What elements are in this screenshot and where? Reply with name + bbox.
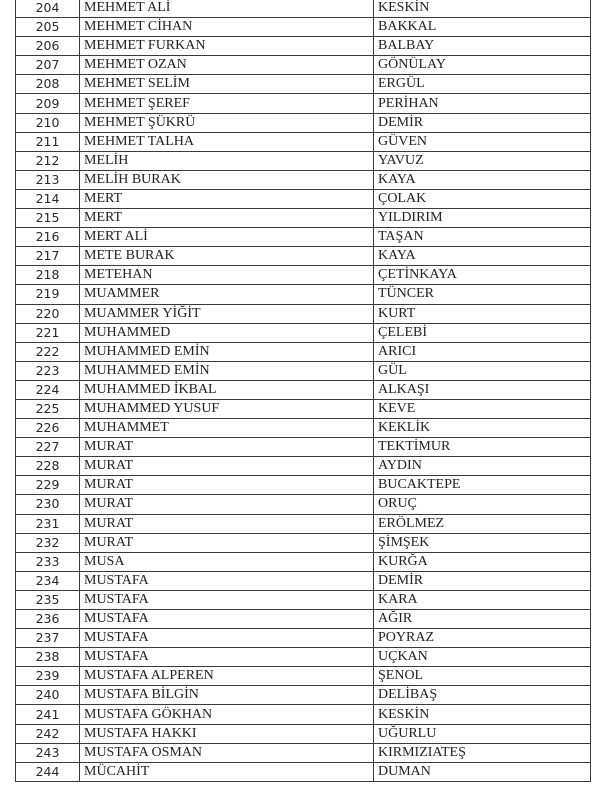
table-row: [16, 266, 591, 285]
first-name-cell: MUHAMMED: [80, 323, 374, 342]
table-row: [16, 189, 591, 208]
table-row: [16, 476, 591, 495]
first-name-cell: MUAMMER: [80, 285, 374, 304]
first-name-cell: MUSTAFA: [80, 590, 374, 609]
first-name-cell: MEHMET ŞÜKRÜ: [80, 113, 374, 132]
referee-list-body: [16, 0, 591, 781]
row-number: 226: [16, 419, 80, 438]
row-number: 232: [16, 533, 80, 552]
last-name-cell: KURT: [374, 304, 591, 323]
table-row: [16, 705, 591, 724]
row-number: 218: [16, 266, 80, 285]
table-row: [16, 629, 591, 648]
first-name-cell: MÜCAHİT: [80, 762, 374, 781]
table-row: [16, 743, 591, 762]
last-name-cell: AYDIN: [374, 457, 591, 476]
table-row: [16, 514, 591, 533]
last-name-cell: TEKTİMUR: [374, 438, 591, 457]
row-number: 220: [16, 304, 80, 323]
last-name-cell: KIRMIZIATEŞ: [374, 743, 591, 762]
first-name-cell: MEHMET ALİ: [80, 0, 374, 18]
first-name-cell: MUSTAFA: [80, 610, 374, 629]
last-name-cell: KEKLİK: [374, 419, 591, 438]
row-number: 213: [16, 170, 80, 189]
first-name-cell: MUSTAFA HAKKI: [80, 724, 374, 743]
last-name-cell: KESKİN: [374, 0, 591, 18]
first-name-cell: MURAT: [80, 438, 374, 457]
table-row: [16, 380, 591, 399]
first-name-cell: MUHAMMET: [80, 419, 374, 438]
last-name-cell: PERİHAN: [374, 94, 591, 113]
table-row: [16, 399, 591, 418]
table-row: [16, 247, 591, 266]
first-name-cell: MUSTAFA: [80, 648, 374, 667]
last-name-cell: ORUÇ: [374, 495, 591, 514]
row-number: 204: [16, 0, 80, 18]
first-name-cell: MUHAMMED YUSUF: [80, 399, 374, 418]
row-number: 222: [16, 342, 80, 361]
table-row: [16, 648, 591, 667]
table-row: [16, 438, 591, 457]
row-number: 241: [16, 705, 80, 724]
first-name-cell: MERT: [80, 189, 374, 208]
first-name-cell: MELİH: [80, 151, 374, 170]
first-name-cell: MUHAMMED EMİN: [80, 342, 374, 361]
table-row: [16, 132, 591, 151]
table-row: [16, 209, 591, 228]
last-name-cell: DUMAN: [374, 762, 591, 781]
last-name-cell: ŞİMŞEK: [374, 533, 591, 552]
last-name-cell: KARA: [374, 590, 591, 609]
table-row: [16, 571, 591, 590]
first-name-cell: MUSTAFA ALPEREN: [80, 667, 374, 686]
row-number: 229: [16, 476, 80, 495]
table-row: [16, 533, 591, 552]
table-row: [16, 361, 591, 380]
last-name-cell: ÇETİNKAYA: [374, 266, 591, 285]
row-number: 239: [16, 667, 80, 686]
first-name-cell: MUSTAFA: [80, 571, 374, 590]
first-name-cell: MURAT: [80, 457, 374, 476]
last-name-cell: KEVE: [374, 399, 591, 418]
table-row: [16, 170, 591, 189]
last-name-cell: GÖNÜLAY: [374, 56, 591, 75]
row-number: 244: [16, 762, 80, 781]
table-row: [16, 304, 591, 323]
row-number: 219: [16, 285, 80, 304]
row-number: 207: [16, 56, 80, 75]
first-name-cell: METE BURAK: [80, 247, 374, 266]
table-row: [16, 762, 591, 781]
last-name-cell: ALKAŞI: [374, 380, 591, 399]
last-name-cell: ÇELEBİ: [374, 323, 591, 342]
last-name-cell: ŞENOL: [374, 667, 591, 686]
last-name-cell: KESKİN: [374, 705, 591, 724]
last-name-cell: GÜL: [374, 361, 591, 380]
table-row: [16, 151, 591, 170]
row-number: 217: [16, 247, 80, 266]
first-name-cell: MEHMET SELİM: [80, 75, 374, 94]
table-row: [16, 285, 591, 304]
last-name-cell: AĞIR: [374, 610, 591, 629]
row-number: 211: [16, 132, 80, 151]
table-row: [16, 94, 591, 113]
table-row: [16, 18, 591, 37]
row-number: 228: [16, 457, 80, 476]
row-number: 235: [16, 590, 80, 609]
first-name-cell: MUSTAFA GÖKHAN: [80, 705, 374, 724]
row-number: 209: [16, 94, 80, 113]
row-number: 225: [16, 399, 80, 418]
table-row: [16, 495, 591, 514]
row-number: 210: [16, 113, 80, 132]
row-number: 231: [16, 514, 80, 533]
last-name-cell: TAŞAN: [374, 228, 591, 247]
first-name-cell: MURAT: [80, 476, 374, 495]
last-name-cell: ERGÜL: [374, 75, 591, 94]
table-row: [16, 552, 591, 571]
last-name-cell: UÇKAN: [374, 648, 591, 667]
row-number: 205: [16, 18, 80, 37]
last-name-cell: YILDIRIM: [374, 209, 591, 228]
row-number: 237: [16, 629, 80, 648]
table-row: [16, 75, 591, 94]
row-number: 215: [16, 209, 80, 228]
row-number: 214: [16, 189, 80, 208]
table-row: [16, 56, 591, 75]
table-row: [16, 342, 591, 361]
first-name-cell: MUAMMER YİĞİT: [80, 304, 374, 323]
referee-list-table: [15, 0, 591, 782]
first-name-cell: MEHMET TALHA: [80, 132, 374, 151]
row-number: 234: [16, 571, 80, 590]
last-name-cell: DEMİR: [374, 571, 591, 590]
row-number: 243: [16, 743, 80, 762]
last-name-cell: YAVUZ: [374, 151, 591, 170]
first-name-cell: MUSTAFA OSMAN: [80, 743, 374, 762]
table-row: [16, 610, 591, 629]
first-name-cell: MEHMET CİHAN: [80, 18, 374, 37]
last-name-cell: UĞURLU: [374, 724, 591, 743]
first-name-cell: MERT: [80, 209, 374, 228]
table-row: [16, 667, 591, 686]
row-number: 223: [16, 361, 80, 380]
first-name-cell: METEHAN: [80, 266, 374, 285]
row-number: 238: [16, 648, 80, 667]
last-name-cell: KAYA: [374, 247, 591, 266]
last-name-cell: BUCAKTEPE: [374, 476, 591, 495]
table-row: [16, 419, 591, 438]
row-number: 216: [16, 228, 80, 247]
last-name-cell: GÜVEN: [374, 132, 591, 151]
first-name-cell: MURAT: [80, 514, 374, 533]
first-name-cell: MEHMET FURKAN: [80, 37, 374, 56]
last-name-cell: BALBAY: [374, 37, 591, 56]
row-number: 240: [16, 686, 80, 705]
last-name-cell: KAYA: [374, 170, 591, 189]
first-name-cell: MELİH BURAK: [80, 170, 374, 189]
last-name-cell: POYRAZ: [374, 629, 591, 648]
last-name-cell: ÇOLAK: [374, 189, 591, 208]
table-row: [16, 590, 591, 609]
first-name-cell: MURAT: [80, 495, 374, 514]
row-number: 224: [16, 380, 80, 399]
table-row: [16, 457, 591, 476]
row-number: 221: [16, 323, 80, 342]
first-name-cell: MEHMET OZAN: [80, 56, 374, 75]
first-name-cell: MUSA: [80, 552, 374, 571]
last-name-cell: BAKKAL: [374, 18, 591, 37]
table-row: [16, 37, 591, 56]
row-number: 230: [16, 495, 80, 514]
last-name-cell: KURĞA: [374, 552, 591, 571]
table-row: [16, 113, 591, 132]
first-name-cell: MERT ALİ: [80, 228, 374, 247]
first-name-cell: MEHMET ŞEREF: [80, 94, 374, 113]
first-name-cell: MUSTAFA: [80, 629, 374, 648]
first-name-cell: MUSTAFA BİLGİN: [80, 686, 374, 705]
table-row: [16, 323, 591, 342]
table-row: [16, 0, 591, 18]
row-number: 227: [16, 438, 80, 457]
last-name-cell: ARICI: [374, 342, 591, 361]
row-number: 206: [16, 37, 80, 56]
table-row: [16, 228, 591, 247]
last-name-cell: TÜNCER: [374, 285, 591, 304]
row-number: 236: [16, 610, 80, 629]
row-number: 208: [16, 75, 80, 94]
last-name-cell: ERÖLMEZ: [374, 514, 591, 533]
last-name-cell: DEMİR: [374, 113, 591, 132]
first-name-cell: MURAT: [80, 533, 374, 552]
row-number: 212: [16, 151, 80, 170]
first-name-cell: MUHAMMED İKBAL: [80, 380, 374, 399]
row-number: 233: [16, 552, 80, 571]
last-name-cell: DELİBAŞ: [374, 686, 591, 705]
first-name-cell: MUHAMMED EMİN: [80, 361, 374, 380]
row-number: 242: [16, 724, 80, 743]
table-row: [16, 686, 591, 705]
table-row: [16, 724, 591, 743]
